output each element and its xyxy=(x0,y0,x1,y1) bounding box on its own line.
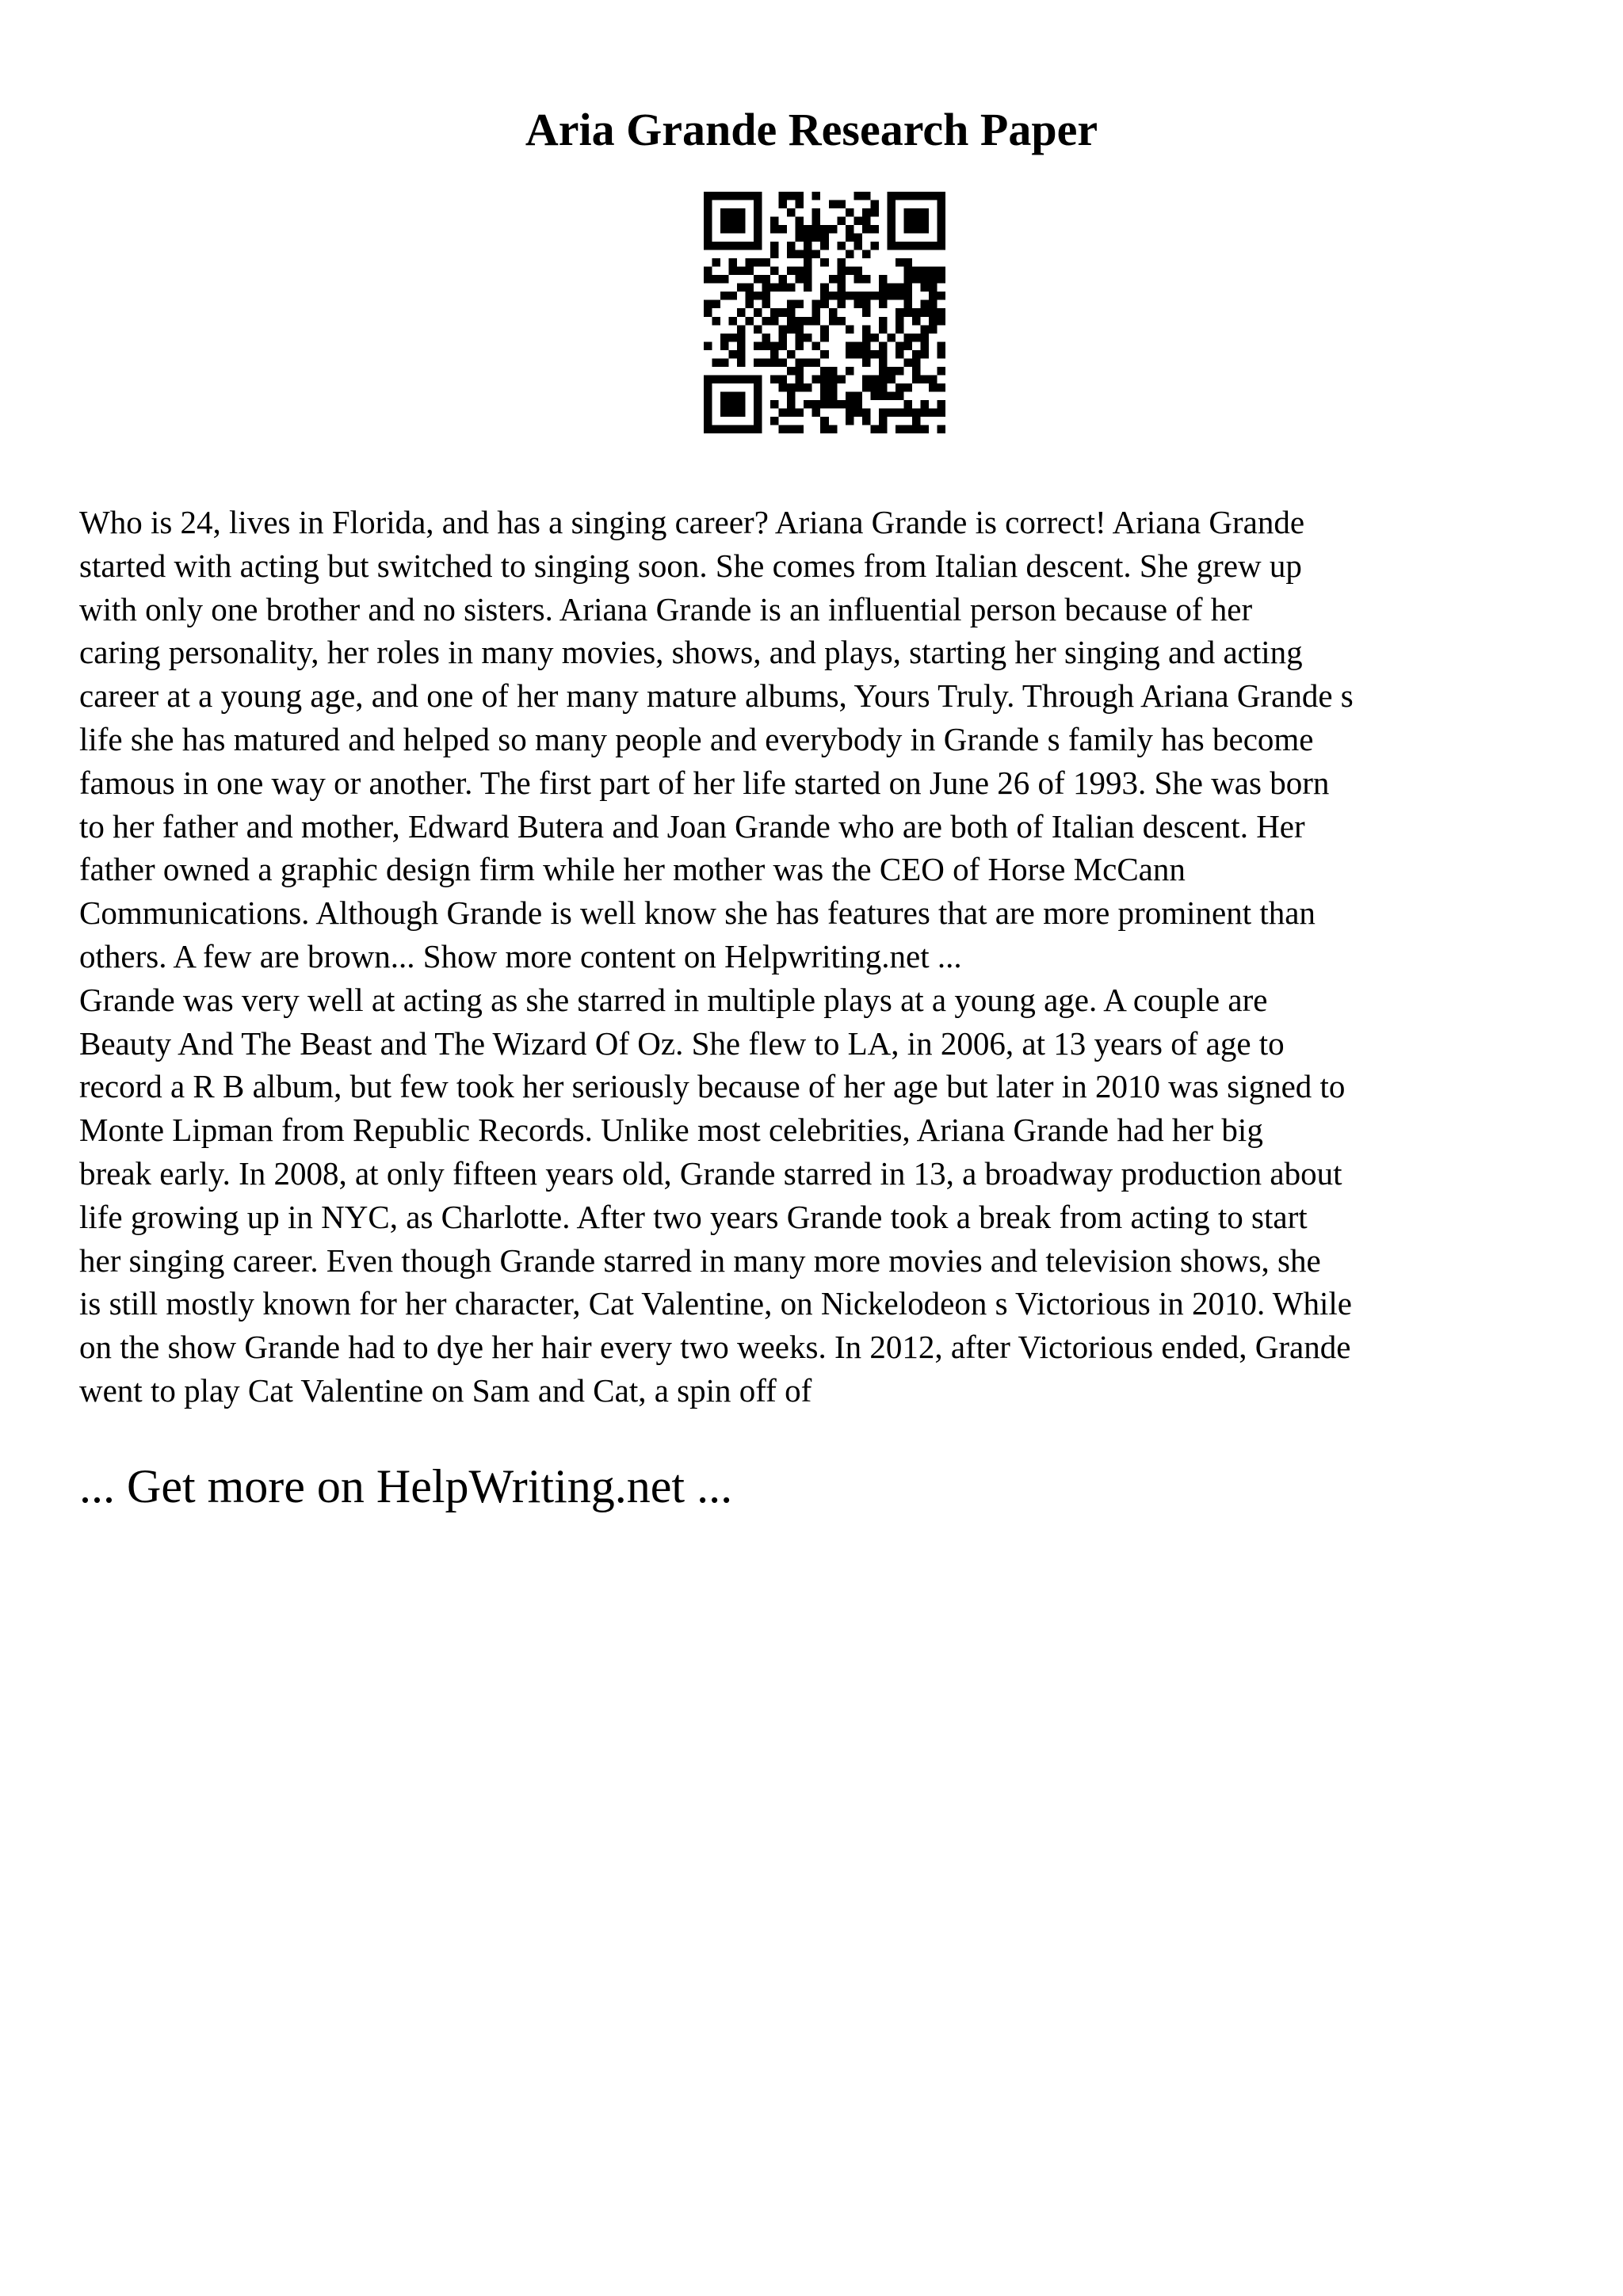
text-line: Monte Lipman from Republic Records. Unlike most celebrities, Ariana Grande had her big xyxy=(79,1112,1263,1149)
text-line: Who is 24, lives in Florida, and has a singing career? Ariana Grande is correct! Ariana Grande xyxy=(79,504,1305,540)
text-line: Beauty And The Beast and The Wizard Of Oz. She flew to LA, in 2006, at 13 years of age to xyxy=(79,1024,1285,1062)
text-line: with only one brother and no sisters. Ariana Grande is an influential person because of her xyxy=(79,590,1253,627)
text-line: career at a young age, and one of her many mature albums, Yours Truly. Through Ariana Grande s xyxy=(79,677,1354,715)
text-line: others. A few are brown... Show more content on Helpwriting.net ... xyxy=(79,937,962,974)
text-line: started with acting but switched to singing soon. She comes from Italian descent. She grew up xyxy=(79,547,1302,584)
body-text xyxy=(79,501,1553,1413)
page-title: Aria Grande Research Paper xyxy=(525,104,1098,155)
text-line: is still mostly known for her character, Cat Valentine, on Nickelodeon s Victorious in 2010. While xyxy=(79,1285,1352,1322)
text-line: Grande was very well at acting as she starred in multiple plays at a young age. A couple are xyxy=(79,981,1268,1018)
text-line: went to play Cat Valentine on Sam and Cat, a spin off of xyxy=(79,1371,812,1409)
text-line: life growing up in NYC, as Charlotte. After two years Grande took a break from acting to start xyxy=(79,1198,1308,1235)
text-line: famous in one way or another. The first part of her life started on June 26 of 1993. She was born xyxy=(79,764,1330,801)
paragraph-2 xyxy=(79,978,1553,1413)
text-line: on the show Grande had to dye her hair every two weeks. In 2012, after Victorious ended, Grande xyxy=(79,1329,1351,1366)
text-line: to her father and mother, Edward Butera and Joan Grande who are both of Italian descent. Her xyxy=(79,807,1305,845)
text-line: her singing career. Even though Grande starred in many more movies and television shows, she xyxy=(79,1241,1321,1279)
text-line: Communications. Although Grande is well know she has features that are more prominent than xyxy=(79,894,1316,932)
qr-code-icon xyxy=(704,192,945,433)
get-more-link[interactable]: ... Get more on HelpWriting.net ... xyxy=(79,1460,733,1512)
text-line: life she has matured and helped so many people and everybody in Grande s family has become xyxy=(79,720,1314,757)
text-line: break early. In 2008, at only fifteen years old, Grande starred in 13, a broadway production about xyxy=(79,1154,1342,1192)
paragraph-1 xyxy=(79,501,1553,978)
text-line: father owned a graphic design firm while her mother was the CEO of Horse McCann xyxy=(79,851,1186,888)
text-line: caring personality, her roles in many movies, shows, and plays, starting her singing and acting xyxy=(79,634,1303,671)
text-line: record a R B album, but few took her seriously because of her age but later in 2010 was signed to xyxy=(79,1068,1346,1105)
